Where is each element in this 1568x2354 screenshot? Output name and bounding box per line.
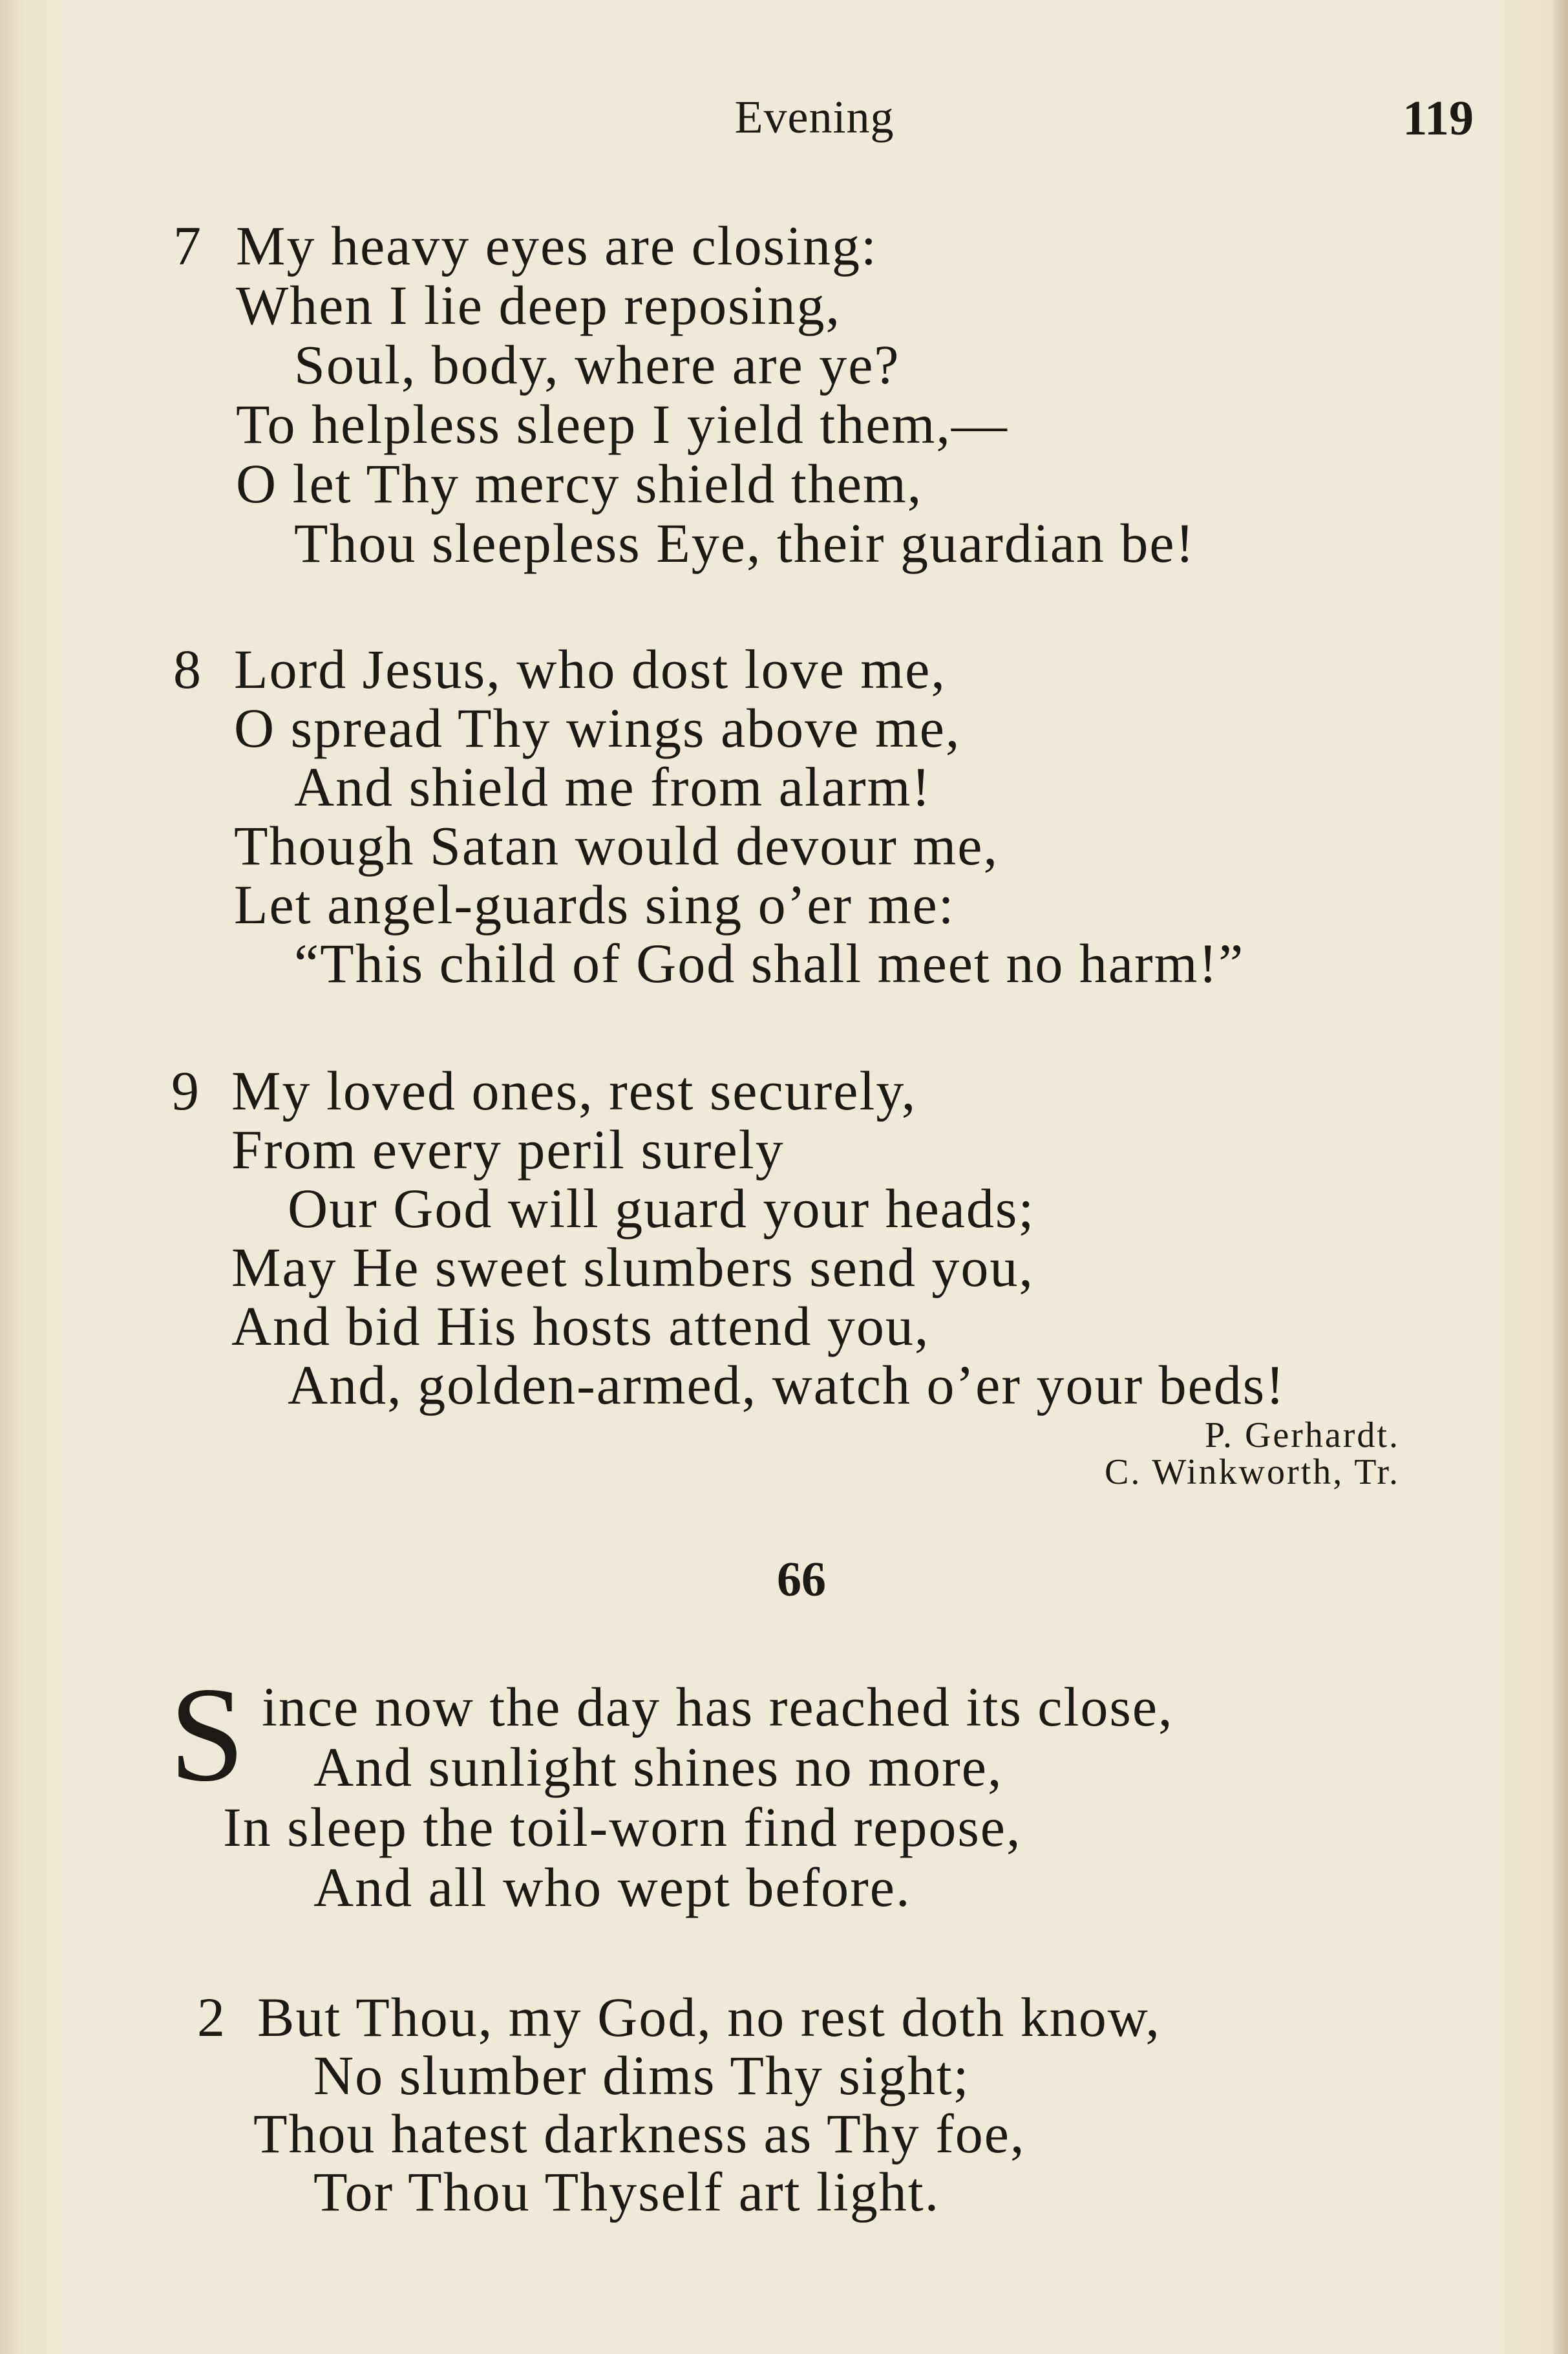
verse-line: But Thou, my God, no rest doth know,	[257, 1986, 1161, 2048]
stanza-number: 2	[197, 1986, 225, 2048]
verse-line: Our God will guard your heads;	[288, 1177, 1035, 1239]
verse-line: May He sweet slumbers send you,	[231, 1236, 1034, 1298]
verse-line: And all who wept before.	[313, 1856, 911, 1918]
verse-line: When I lie deep reposing,	[236, 274, 841, 336]
verse-line: No slumber dims Thy sight;	[313, 2044, 970, 2106]
verse-line: Lord Jesus, who dost love me,	[234, 638, 946, 700]
verse-line: And bid His hosts attend you,	[231, 1295, 930, 1357]
verse-line: Tor Thou Thyself art light.	[313, 2161, 940, 2223]
verse-line: And, golden-armed, watch o’er your beds!	[288, 1354, 1286, 1416]
verse-line: O spread Thy wings above me,	[234, 697, 961, 759]
verse-line: My heavy eyes are closing:	[236, 215, 878, 277]
verse-line: “This child of God shall meet no harm!”	[294, 932, 1245, 994]
verse-line: Though Satan would devour me,	[234, 815, 999, 877]
stanza-number: 7	[173, 215, 201, 277]
running-header-title: Evening	[734, 91, 895, 143]
page-edge-shadow	[1554, 0, 1568, 2354]
verse-line: ince now the day has reached its close,	[262, 1676, 1174, 1738]
author-attribution: P. Gerhardt.	[1205, 1415, 1400, 1455]
verse-line: My loved ones, rest securely,	[231, 1060, 917, 1122]
verse-line: And shield me from alarm!	[294, 756, 932, 818]
verse-line: To helpless sleep I yield them,—	[236, 393, 1008, 455]
verse-line: And sunlight shines no more,	[313, 1736, 1003, 1798]
translator-attribution: C. Winkworth, Tr.	[1105, 1452, 1400, 1492]
verse-line: O let Thy mercy shield them,	[236, 453, 923, 515]
verse-line: Thou sleepless Eye, their guardian be!	[294, 512, 1196, 574]
verse-line: Thou hatest darkness as Thy foe,	[253, 2103, 1026, 2165]
page-number: 119	[1403, 91, 1474, 145]
drop-cap: S	[169, 1660, 245, 1810]
hymn-number: 66	[777, 1552, 826, 1607]
verse-line: Soul, body, where are ye?	[294, 334, 900, 396]
verse-line: From every peril surely	[231, 1118, 785, 1181]
stanza-number: 9	[171, 1060, 199, 1122]
stanza-number: 8	[173, 638, 201, 700]
verse-line: In sleep the toil-worn find repose,	[223, 1796, 1022, 1858]
verse-line: Let angel-guards sing o’er me:	[234, 873, 955, 936]
